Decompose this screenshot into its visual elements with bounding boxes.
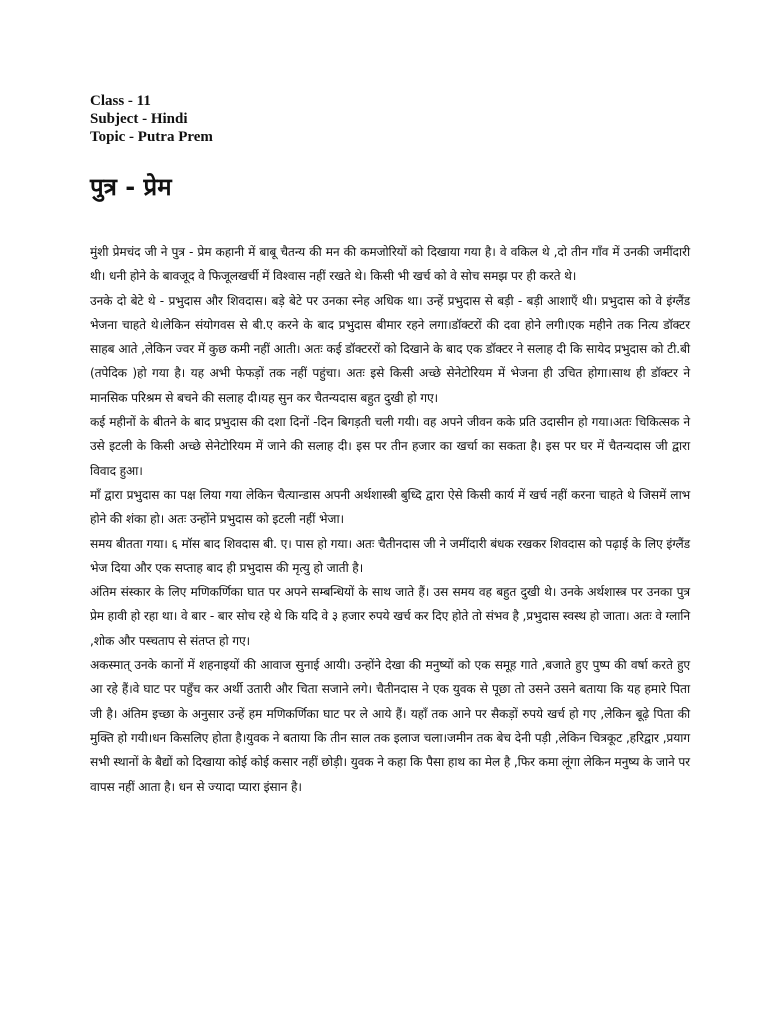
paragraph: उनके दो बेटे थे - प्रभुदास और शिवदास। बड़े बेटे पर उनका स्नेह अधिक था। उन्हें प्रभुदास से बड़ी - बड़ी आशाएँ थी। प्रभुदास को वे इंग्लैंड भेजना चाहते थे।लेकिन संयोगवस से बी.ए करने के बाद प्रभुदास बीमार रहने लगा।डॉक्टरों की दवा होने लगी।एक महीने तक नित्य डॉक्टर साहब आते ,लेकिन ज्वर में कुछ कमी नहीं आती। अतः कई डॉक्टररों को दिखाने के बाद एक डॉक्टर ने सलाह दी कि सायेद प्रभुदास को टी.बी (तपेदिक )हो गया है। यह अभी फेफड़ों तक नहीं पहुंचा। अतः इसे किसी अच्छे सेनेटोरियम में भेजना ही उचित होगा।साथ ही डॉक्टर ने मानसिक परिश्रम से बचने की सलाह दी।यह सुन कर चैतन्यदास बहुत दुखी हो गए। <box>90 293 690 405</box>
paragraph: माँ द्वारा प्रभुदास का पक्ष लिया गया लेकिन चैत्यान्डास अपनी अर्थशास्त्री बुध्दि द्वारा ऐसे किसी कार्य में खर्च नहीं करना चाहते थे जिसमें लाभ होने की शंका हो। अतः उन्होंने प्रभुदास को इटली नहीं भेजा। <box>90 487 690 527</box>
paragraph: कई महीनों के बीतने के बाद प्रभुदास की दशा दिनों -दिन बिगड़ती चली गयी। वह अपने जीवन कके प्रति उदासीन हो गया।अतः चिकित्सक ने उसे इटली के किसी अच्छे सेनेटोरियम में जाने की सलाह दी। इस पर तीन हजार का खर्चा का सकता है। इस पर घर में चैतन्यदास जी द्वारा विवाद हुआ। <box>90 415 690 478</box>
document-body <box>90 240 690 799</box>
document-header <box>90 92 213 146</box>
subject-line: Subject - Hindi <box>90 111 188 127</box>
class-line: Class - 11 <box>90 93 151 109</box>
paragraph: अंतिम संस्कार के लिए मणिकर्णिका घात पर अपने सम्बन्धियों के साथ जाते हैं। उस समय वह बहुत दुखी थे। उनके अर्थशास्त्र पर उनका पुत्र प्रेम हावी हो रहा था। वे बार - बार सोच रहे थे कि यदि वे ३ हजार रुपये खर्च कर दिए होते तो संभव है ,प्रभुदास स्वस्थ हो जाता। अतः वे ग्लानि ,शोक और पस्चताप से संतप्त हो गए। <box>90 585 690 648</box>
document-title: पुत्र - प्रेम <box>90 173 172 201</box>
paragraph: समय बीतता गया। ६ मॉस बाद शिवदास बी. ए। पास हो गया। अतः चैतीनदास जी ने जमींदारी बंधक रखकर शिवदास को पढ़ाई के लिए इंग्लैंड भेज दिया और एक सप्ताह बाद ही प्रभुदास की मृत्यु हो जाती है। <box>90 536 690 575</box>
paragraph: अकस्मात् उनके कानों में शहनाइयों की आवाज सुनाई आयी। उन्होंने देखा की मनुष्यों को एक समूह गाते ,बजाते हुए पुष्प की वर्षा करते हुए आ रहे हैं।वे घाट पर पहुँच कर अर्थी उतारी और चिता सजाने लगे। चैतीनदास ने एक युवक से पूछा तो उसने उसने बताया कि यह हमारे पिता जी है। अंतिम इच्छा के अनुसार उन्हें हम मणिकर्णिका घाट पर ले आये हैं। यहाँ तक आने पर सैकड़ों रुपये खर्च हो गए ,लेकिन बूढ़े पिता की मुक्ति हो गयी।धन किसलिए होता है।युवक ने बताया कि तीन साल तक इलाज चला।जमीन तक बेच देनी पड़ी ,लेकिन चित्रकूट ,हरिद्वार ,प्रयाग सभी स्थानों के बैद्यों को दिखाया कोई कोई कसार नहीं छोड़ी। युवक ने कहा कि पैसा हाथ का मेल है ,फिर कमा लूंगा लेकिन मनुष्य के जाने पर वापस नहीं आता है। धन से ज्यादा प्यारा इंसान है। <box>90 658 690 794</box>
topic-line: Topic - Putra Prem <box>90 129 213 145</box>
paragraph: मुंशी प्रेमचंद जी ने पुत्र - प्रेम कहानी में बाबू चैतन्य की मन की कमजोरियों को दिखाया गया है। वे वकिल थे ,दो तीन गाँव में उनकी जमींदारी थी। धनी होने के बावजूद वे फिजूलखर्ची में विश्वास नहीं रखते थे। किसी भी खर्च को वे सोच समझ पर ही करते थे। <box>90 245 690 284</box>
